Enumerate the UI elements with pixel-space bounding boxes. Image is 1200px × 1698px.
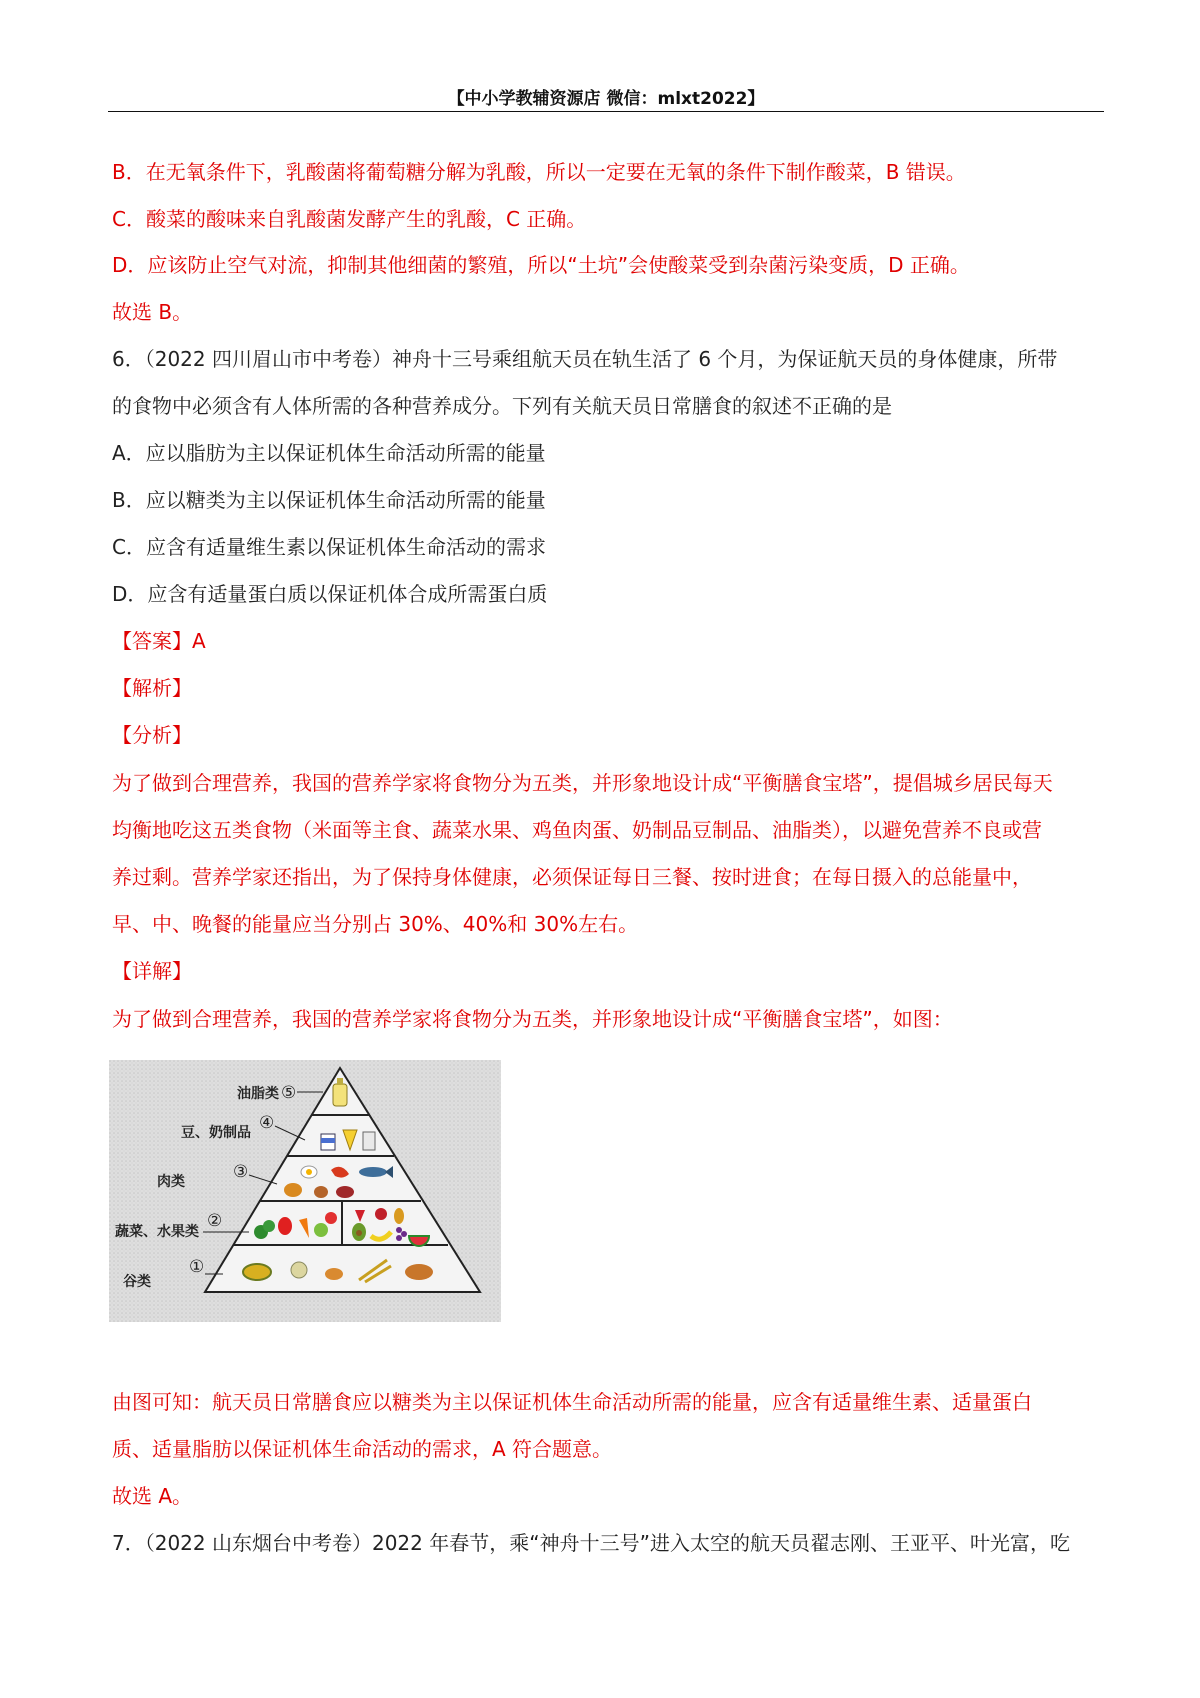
- analysis-paragraph-3: 养过剩。营养学家还指出，为了保持身体健康，必须保证每日三餐、按时进食；在每日摄入的总能量中，: [112, 865, 1032, 889]
- question-7-stem: 7．（2022 山东烟台中考卷）2022 年春节，乘“神舟十三号”进入太空的航天员翟志刚、王亚平、叶光富，吃: [112, 1531, 1070, 1555]
- option-c: C．应含有适量维生素以保证机体生命活动的需求: [112, 535, 546, 559]
- meat-icon: [314, 1186, 328, 1198]
- option-b: B．应以糖类为主以保证机体生命活动所需的能量: [112, 488, 546, 512]
- explanation-line-b: B．在无氧条件下，乳酸菌将葡萄糖分解为乳酸，所以一定要在无氧的条件下制作酸菜，B 错误。: [112, 160, 966, 184]
- answer-choice-prev: 故选 B。: [112, 300, 193, 324]
- fenxi-heading: 【分析】: [112, 723, 192, 747]
- option-a: A．应以脂肪为主以保证机体生命活动所需的能量: [112, 441, 546, 465]
- level-1-text: 谷类: [123, 1273, 151, 1289]
- corn-icon: [243, 1264, 271, 1280]
- level-2-number: ②: [207, 1211, 223, 1231]
- apple-icon: [375, 1208, 387, 1220]
- pepper-icon: [278, 1217, 292, 1235]
- food-pyramid-diagram: [109, 1060, 501, 1322]
- level-5-text: 油脂类: [237, 1085, 279, 1101]
- analysis-paragraph-2: 均衡地吃这五类食物（米面等主食、蔬菜水果、鸡鱼肉蛋、奶制品豆制品、油脂类），以避免营养不良或营: [112, 818, 1042, 842]
- question-6-stem: 6．（2022 四川眉山市中考卷）神舟十三号乘组航天员在轨生活了 6 个月，为保证航天员的身体健康，所带: [112, 347, 1058, 371]
- answer-choice: 故选 A。: [112, 1484, 193, 1508]
- chicken-leg-icon: [284, 1183, 302, 1197]
- detail-heading: 【详解】: [112, 959, 192, 983]
- level-4-text: 豆、奶制品: [181, 1124, 251, 1140]
- level-5-number: ⑤: [281, 1083, 297, 1103]
- cabbage-icon: [314, 1223, 328, 1237]
- tomato-icon: [325, 1212, 337, 1224]
- conclusion-line-2: 质、适量脂肪以保证机体生命活动的需求，A 符合题意。: [112, 1437, 613, 1461]
- page-header: 【中小学教辅资源店 微信：mlxt2022】: [447, 89, 765, 109]
- level-4-number: ④: [259, 1113, 275, 1133]
- avocado-icon: [352, 1223, 366, 1241]
- analysis-paragraph-1: 为了做到合理营养，我国的营养学家将食物分为五类，并形象地设计成“平衡膳食宝塔”，提倡城乡居民每天: [112, 771, 1053, 795]
- detail-paragraph: 为了做到合理营养，我国的营养学家将食物分为五类，并形象地设计成“平衡膳食宝塔”，如图：: [112, 1007, 953, 1031]
- egg-icon: [301, 1166, 317, 1178]
- level-3-text: 肉类: [157, 1173, 185, 1189]
- milk-cup-icon: [321, 1134, 335, 1150]
- level-2-text: 蔬菜、水果类: [115, 1223, 199, 1239]
- analysis-paragraph-4: 早、中、晚餐的能量应当分别占 30%、40%和 30%左右。: [112, 912, 639, 936]
- explanation-line-d: D．应该防止空气对流，抑制其他细菌的繁殖，所以“土坑”会使酸菜受到杂菌污染变质，D 正确。: [112, 253, 970, 277]
- level-3-number: ③: [233, 1162, 249, 1182]
- conclusion-line-1: 由图可知：航天员日常膳食应以糖类为主以保证机体生命活动所需的能量，应含有适量维生素、适量蛋白: [112, 1390, 1032, 1414]
- milk-carton-icon: [363, 1132, 375, 1150]
- dumpling-icon: [325, 1268, 343, 1280]
- explanation-line-c: C．酸菜的酸味来自乳酸菌发酵产生的乳酸，C 正确。: [112, 207, 587, 231]
- question-6-stem-cont: 的食物中必须含有人体所需的各种营养成分。下列有关航天员日常膳食的叙述不正确的是: [112, 394, 892, 418]
- bun-icon: [291, 1262, 307, 1278]
- analysis-heading: 【解析】: [112, 676, 192, 700]
- pineapple-icon: [394, 1208, 404, 1224]
- food-pyramid-figure: [109, 1060, 501, 1322]
- level-1-number: ①: [189, 1257, 205, 1277]
- bread-icon: [405, 1264, 433, 1280]
- answer-label: 【答案】A: [112, 629, 206, 653]
- option-d: D．应含有适量蛋白质以保证机体合成所需蛋白质: [112, 582, 548, 606]
- ham-icon: [336, 1186, 354, 1198]
- header-divider: [108, 111, 1104, 112]
